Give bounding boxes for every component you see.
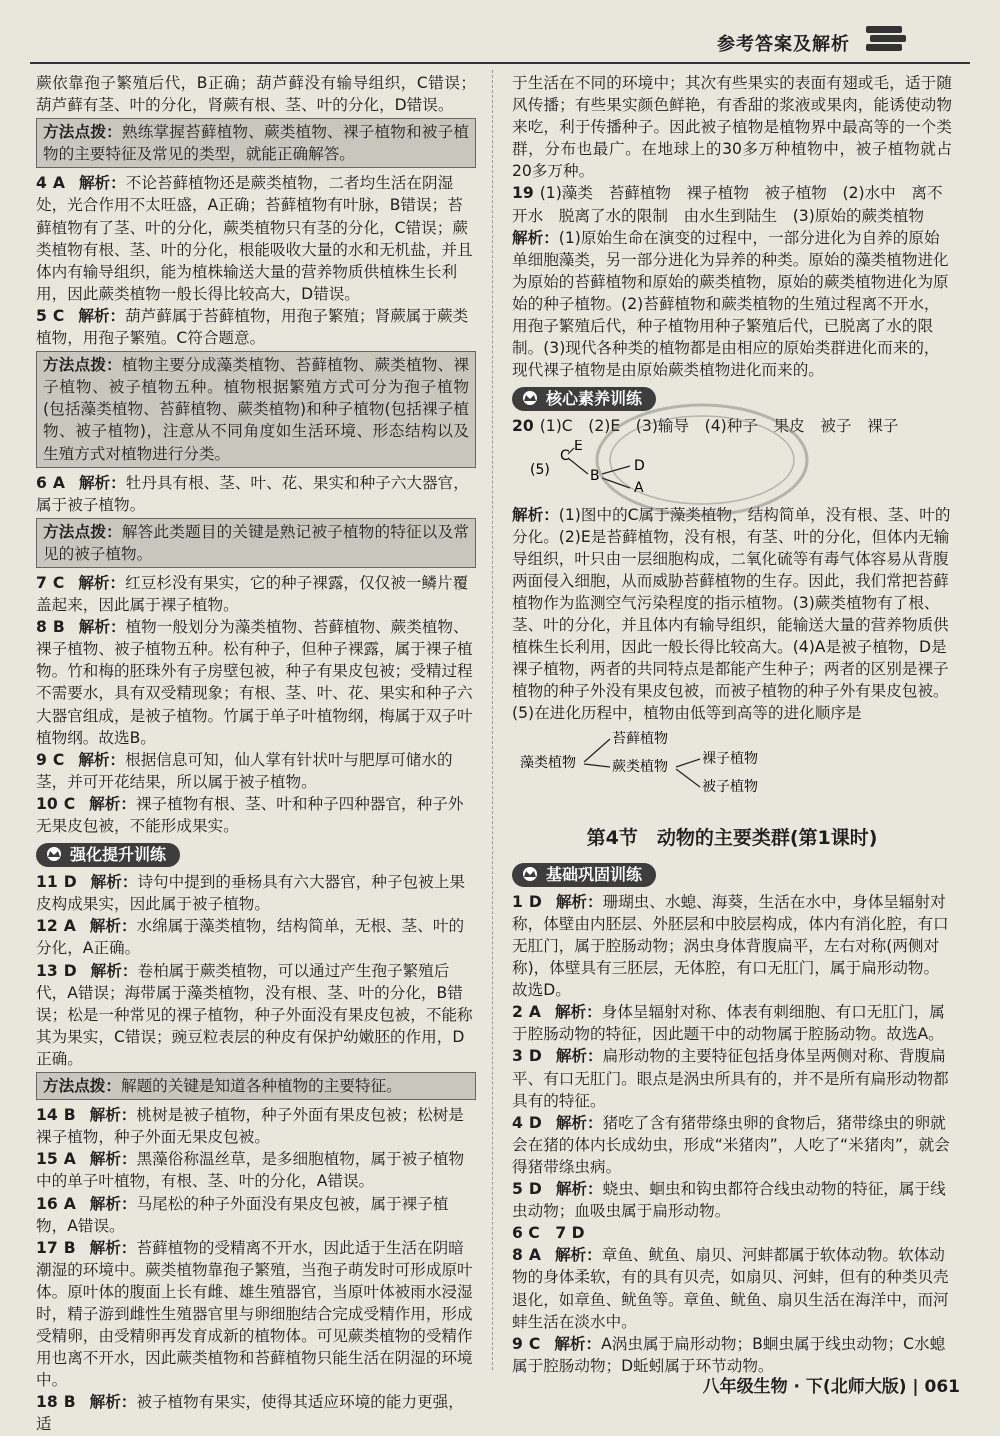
- answer-item: 9 C 解析：A涡虫属于扁形动物；B蛔虫属于线虫动物；C水螅属于腔肠动物；D蚯蚓属于环节动物。: [512, 1334, 946, 1375]
- answer-item: 14 B 解析：桃树是被子植物，种子外面有果皮包被；松树是裸子植物，种子外面无果皮包被。: [36, 1106, 464, 1147]
- node-D: D: [634, 457, 645, 474]
- evo-node: 蕨类植物: [612, 758, 668, 775]
- answer-item: 17 B 解析：苔藓植物的受精离不开水，因此适于生活在阴暗潮湿的环境中。蕨类植物靠孢子繁殖，当孢子萌发时可形成原叶体。原叶体的腹面上长有雌、雄生殖器官，当原叶体被雨水浸湿时，精子游到雌性生殖器官里与卵细胞结合完成受精作用，形成受精卵，由受精卵再发育成新的植物体。可见蕨类植物的受精作用也离不开水，因此蕨类植物和苔藓植物只能生活在阴湿的环境中。: [36, 1238, 473, 1390]
- evolution-sequence: [512, 729, 812, 799]
- answer-item: 12 A 解析：水绵属于藻类植物，结构简单，无根、茎、叶的分化，A正确。: [36, 917, 465, 958]
- answer-item: 解析：(1)图中的C属于藻类植物，结构简单，没有根、茎、叶的分化。(2)E是苔藓植物，没有根，有茎、叶的分化，但体内无输导组织，叶只由一层细胞构成，二氧化硫等有毒气体容易从背腹两面侵入细胞，从而威胁苔藓植物的生存。因此，我们常把苔藓植物作为监测空气污染程度的指示植物。(3)蕨类植物有了根、茎、叶的分化，并且体内有输导组织，能输送大量的营养物质供植株生长利用，因此一般长得比较高大。(4)A是被子植物，D是裸子植物，两者的共同特点是都能产生种子；两者的区别是裸子植物的种子外没有果皮包被，而被子植物的种子外有果皮包被。(5)在进化历程中，植物由低等到高等的进化顺序是: [512, 505, 951, 723]
- page-header: [30, 10, 970, 64]
- crown-icon: [520, 866, 540, 882]
- answer-item: 18 B 解析：被子植物有果实，使得其适应环境的能力更强，适: [36, 1393, 464, 1434]
- method-tip: 方法点拨：植物主要分成藻类植物、苔藓植物、蕨类植物、裸子植物、被子植物五种。植物根据繁殖方式可分为孢子植物(包括藻类植物、苔藓植物、蕨类植物)和种子植物(包括裸子植物、被子植物)，注意从不同角度如生活环境、形态结构以及生殖方式对植物进行分类。: [36, 351, 476, 467]
- crown-icon: [44, 846, 64, 862]
- left-column: [36, 72, 476, 1436]
- answer-item: 8 A 解析：章鱼、鱿鱼、扇贝、河蚌都属于软体动物。软体动物的身体柔软，有的具有贝壳，如扇贝、河蚌，但有的种类贝壳退化，如章鱼、鱿鱼等。章鱼、鱿鱼、扇贝生活在海洋中，而河蚌生活在淡水中。: [512, 1246, 949, 1331]
- answer-item: 6 A 解析：牡丹具有根、茎、叶、花、果实和种子六大器官，属于被子植物。: [36, 473, 469, 514]
- answer-item: 13 D 解析：卷柏属于蕨类植物，可以通过产生孢子繁殖后代，A错误；海带属于藻类植物，没有根、茎、叶的分化，B错误；松是一种常见的裸子植物，种子外面没有果皮包被，不能称其为果实，C错误；豌豆粒表层的种皮有保护幼嫩胚的作用，D正确。: [36, 961, 473, 1068]
- intro-text: 蕨依靠孢子繁殖后代，B正确；葫芦藓没有输导组织，C错误；葫芦藓有茎、叶的分化，肾蕨有根、茎、叶的分化，D错误。: [36, 74, 476, 115]
- node-A: A: [634, 479, 644, 496]
- answer-item: 15 A 解析：黑藻俗称温丝草，是多细胞植物，属于被子植物中的单子叶植物，有根、茎、叶的分化，A错误。: [36, 1150, 465, 1191]
- answer-item: 6 C 7 D: [512, 1224, 585, 1243]
- answer-item: 4 A 解析：不论苔藓植物还是蕨类植物，二者均生活在阴湿处，光合作用不太旺盛，A正确；苔藓植物有叶脉，B错误；苔藓植物有了茎、叶的分化，蕨类植物只有茎的分化，C错误；蕨类植物有根、茎、叶的分化，根能吸收大量的水和无机盐，并且体内有输导组织，能为植株输送大量的营养物质供植株生长利用，因此蕨类植物一般长得比较高大，D错误。: [36, 174, 473, 303]
- page-footer: 八年级生物 · 下(北师大版) | 061: [702, 1377, 960, 1397]
- answer-item: 4 D 解析：猪吃了含有猪带绦虫卵的食物后，猪带绦虫的卵就会在猪的体内长成幼虫，形成“米猪肉”，人吃了“米猪肉”，就会得猪带绦虫病。: [512, 1113, 950, 1176]
- right-column: [512, 72, 952, 1377]
- answer-item: 11 D 解析：诗句中提到的垂杨具有六大器官，种子包被上果皮构成果实，因此属于被子植物。: [36, 873, 465, 914]
- answer-item: 19 (1)藻类 苔藓植物 裸子植物 被子植物 (2)水中 离不开水 脱离了水的限制 由水生到陆生 (3)原始的蕨类植物 解析：(1)原始生命在演变的过程中，一部分进化为自养的原始单细胞藻类，另一部分进化为异养的种类。原始的藻类植物进化为原始的苔藓植物和原始的蕨类植物，原始的蕨类植物进化为原始的种子植物。(2)苔藓植物和蕨类植物的生殖过程离不开水，用孢子繁殖后代，种子植物用种子繁殖后代，已脱离了水的限制。(3)现代各种类的植物都是由相应的原始类群进化而来的，现代裸子植物是由原始蕨类植物进化而来的。: [512, 184, 949, 380]
- header-title: 参考答案及解析: [717, 34, 850, 55]
- answer-item: 3 D 解析：扁形动物的主要特征包括身体呈两侧对称、背腹扁平、有口无肛门。眼点是涡虫所具有的，并不是所有扁形动物都具有的特征。: [512, 1047, 949, 1110]
- node-C: C: [560, 447, 570, 464]
- chapter-title: 第4节 动物的主要类群(第1课时): [586, 826, 878, 849]
- diagram-prefix: (5): [530, 461, 550, 478]
- node-E: E: [574, 439, 583, 454]
- watermark-stamp: [592, 400, 812, 520]
- section-heading: 强化提升训练: [36, 843, 180, 867]
- tip-text: 熟练掌握苔藓植物、蕨类植物、裸子植物和被子植物的主要特征及常见的类型，就能正确解答。: [43, 123, 469, 164]
- answer-item: 1 D 解析：珊瑚虫、水螅、海葵，生活在水中，身体呈辐射对称，体壁由内胚层、外胚层和中胶层构成，体内有消化腔，有口无肛门，属于腔肠动物；涡虫身体背腹扁平，左右对称(两侧对称)，体壁具有三胚层，无体腔，有口无肛门，属于扁形动物。故选D。: [512, 892, 949, 1000]
- evo-node: 被子植物: [702, 778, 758, 795]
- method-tip: 方法点拨：解题的关键是知道各种植物的主要特征。: [36, 1072, 476, 1100]
- column-divider: [492, 70, 494, 1370]
- answer-item: 16 A 解析：马尾松的种子外面没有果皮包被，属于裸子植物，A错误。: [36, 1194, 449, 1235]
- section-heading: 基础巩固训练: [512, 863, 656, 887]
- crown-icon: [520, 390, 540, 406]
- answer-item: 8 B 解析：植物一般划分为藻类植物、苔藓植物、蕨类植物、裸子植物、被子植物五种。松有种子，但种子裸露，属于裸子植物。竹和梅的胚珠外有子房壁包被，种子有果皮包被；受精过程不需要水，具有双受精现象；有根、茎、叶、花、果实和种子六大器官组成，是被子植物。竹属于单子叶植物纲，梅属于双子叶植物纲。故选B。: [36, 618, 473, 747]
- method-tip: 方法点拨：解答此类题目的关键是熟记被子植物的特征以及常见的被子植物。: [36, 518, 476, 568]
- answer-item: 5 C 解析：葫芦藓属于苔藓植物，用孢子繁殖；肾蕨属于蕨类植物，用孢子繁殖。C符合题意。: [36, 306, 469, 348]
- method-tip: [36, 118, 476, 168]
- evo-node: 藻类植物: [520, 754, 576, 771]
- node-B: B: [590, 467, 600, 484]
- continued-text: 于生活在不同的环境中；其次有些果实的表面有翅或毛，适于随风传播；有些果实颜色鲜艳，有香甜的浆液或果肉，能诱使动物来吃，利于传播种子。因此被子植物是植物界中最高等的一个类群，分布也最广。在地球上的30多万种植物中，被子植物就占20多万种。: [512, 74, 952, 181]
- answer-item: 20 (1)C (2)E (3)输导 (4)种子 果皮 被子 裸子: [512, 417, 899, 436]
- evo-node: 苔藓植物: [612, 730, 668, 747]
- answer-item: 7 C 解析：红豆杉没有果实，它的种子裸露，仅仅被一鳞片覆盖起来，因此属于裸子植物。: [36, 573, 469, 615]
- answer-item: 10 C 解析：裸子植物有根、茎、叶和种子四种器官，种子外无果皮包被，不能形成果实。: [36, 794, 464, 835]
- answer-item: 9 C 解析：根据信息可知，仙人掌有针状叶与肥厚可储水的茎，并可开花结果，所以属于被子植物。: [36, 750, 453, 791]
- books-icon: [864, 24, 908, 54]
- tip-label: 方法点拨：: [43, 123, 122, 142]
- evo-node: 裸子植物: [702, 750, 758, 767]
- answer-item: 5 D 解析：蛲虫、蛔虫和钩虫都符合线虫动物的特征，属于线虫动物；血吸虫属于扁形动物。: [512, 1180, 946, 1221]
- section-heading: 核心素养训练: [512, 387, 656, 411]
- answer-item: 2 A 解析：身体呈辐射对称、体表有刺细胞、有口无肛门，属于腔肠动物的特征，因此题干中的动物属于腔肠动物。故选A。: [512, 1003, 945, 1044]
